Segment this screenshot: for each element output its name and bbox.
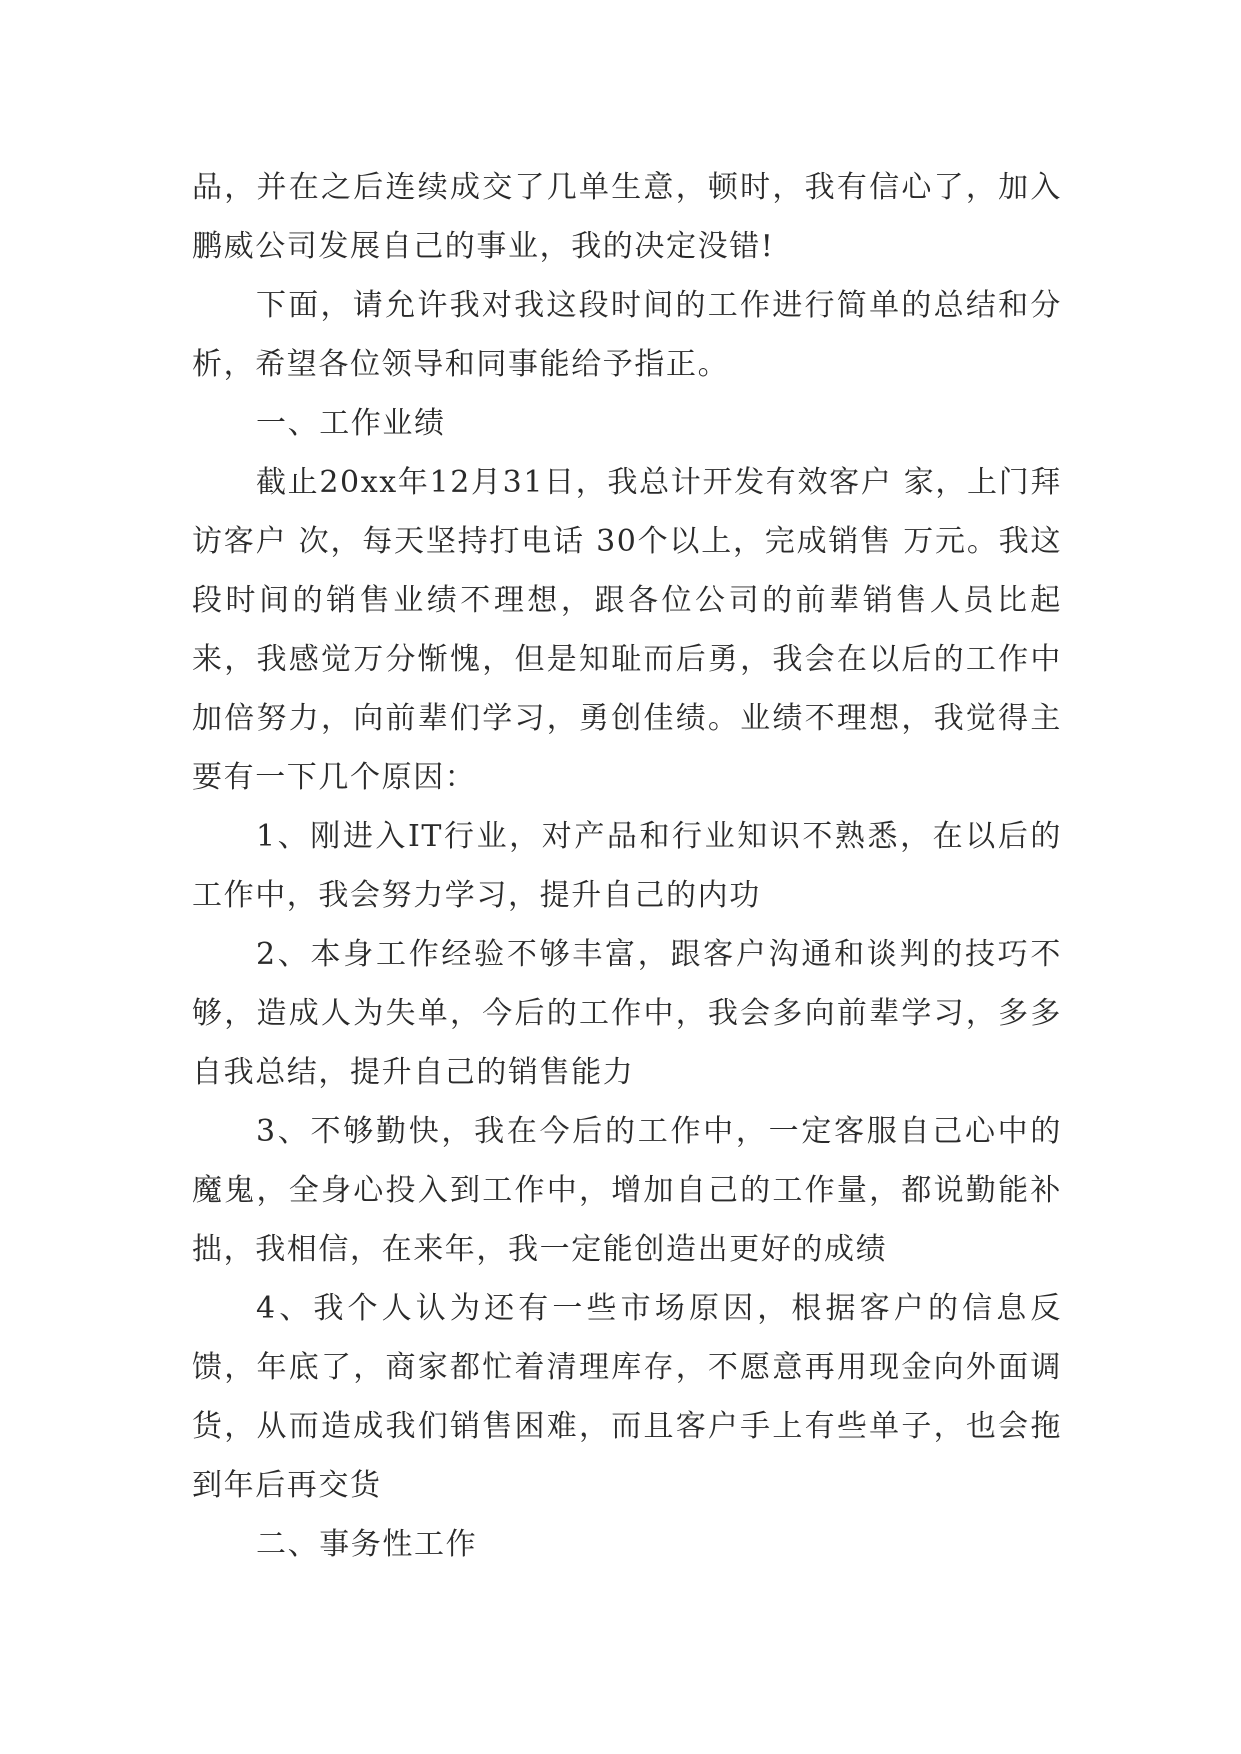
paragraph-continuation: 品，并在之后连续成交了几单生意，顿时，我有信心了，加入鹏威公司发展自己的事业，我的决定没错! xyxy=(192,170,1062,264)
list-item-reason-4: 4、我个人认为还有一些市场原因，根据客户的信息反馈，年底了，商家都忙着清理库存，不愿意再用现金向外面调货，从而造成我们销售困难，而且客户手上有些单子，也会拖到年后再交货 xyxy=(192,1291,1062,1503)
list-item-reason-2: 2、本身工作经验不够丰富，跟客户沟通和谈判的技巧不够，造成人为失单，今后的工作中，我会多向前辈学习，多多自我总结，提升自己的销售能力 xyxy=(192,937,1062,1090)
section-heading-work-performance: 一、工作业绩 xyxy=(256,406,446,441)
paragraph-performance-summary: 截止20xx年12月31日，我总计开发有效客户 家，上门拜访客户 次，每天坚持打电话 30个以上，完成销售 万元。我这段时间的销售业绩不理想，跟各位公司的前辈销售人员比起来，我感觉万分惭愧，但是知耻而后勇，我会在以后的工作中加倍努力，向前辈们学习，勇创佳绩。业绩不理想，我觉得主要有一下几个原因： xyxy=(192,465,1062,795)
list-item-reason-1: 1、刚进入IT行业，对产品和行业知识不熟悉，在以后的工作中，我会努力学习，提升自己的内功 xyxy=(192,819,1062,913)
section-heading-administrative-work: 二、事务性工作 xyxy=(256,1527,478,1562)
paragraph-intro: 下面，请允许我对我这段时间的工作进行简单的总结和分析，希望各位领导和同事能给予指正。 xyxy=(192,288,1062,382)
document-body xyxy=(192,158,1062,1574)
list-item-reason-3: 3、不够勤快，我在今后的工作中，一定客服自己心中的魔鬼，全身心投入到工作中，增加自己的工作量，都说勤能补拙，我相信，在来年，我一定能创造出更好的成绩 xyxy=(192,1114,1062,1267)
